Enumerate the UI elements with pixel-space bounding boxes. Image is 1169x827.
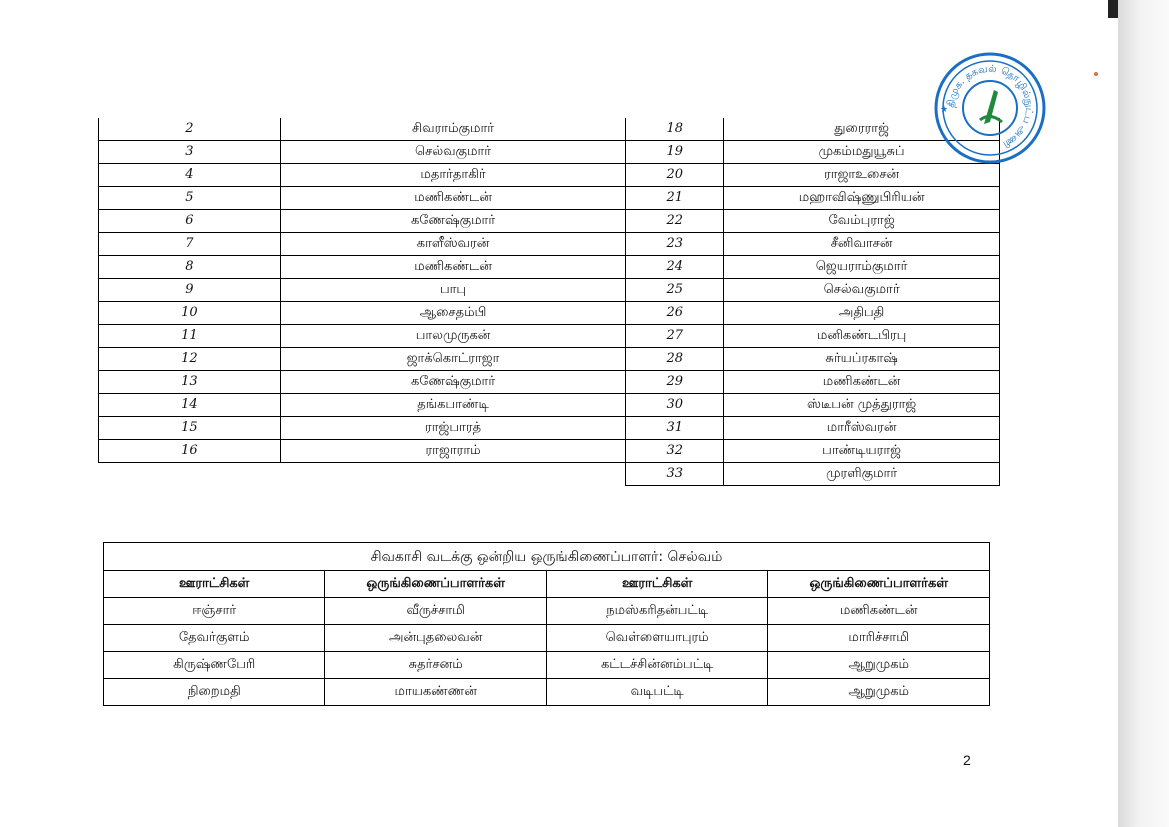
party-seal-stamp — [932, 50, 1048, 166]
village-name: நிறைமதி — [104, 679, 325, 706]
serial-number: 31 — [626, 417, 724, 440]
coordinator-name: ஆறுமுகம் — [768, 652, 990, 679]
serial-number: 21 — [626, 187, 724, 210]
member-name: மஹாவிஷ்ணுபிரியன் — [724, 187, 1000, 210]
coordinators-title-row — [104, 543, 990, 571]
member-name: சிவராம்குமார் — [280, 118, 626, 141]
serial-number: 4 — [99, 164, 281, 187]
serial-number: 24 — [626, 256, 724, 279]
member-row — [99, 302, 1000, 325]
member-name: பாபு — [280, 279, 626, 302]
village-name: தேவர்குளம் — [104, 625, 325, 652]
coordinator-name: சுதர்சனம் — [325, 652, 547, 679]
serial-number: 30 — [626, 394, 724, 417]
serial-number: 15 — [99, 417, 281, 440]
member-name: ஜாக்கொட்ராஜா — [280, 348, 626, 371]
member-row — [99, 371, 1000, 394]
member-name: கணேஷ்குமார் — [280, 371, 626, 394]
member-name: சீனிவாசன் — [724, 233, 1000, 256]
member-name: ராஜாராம் — [280, 440, 626, 463]
member-row — [99, 210, 1000, 233]
member-name: ஆசைதம்பி — [280, 302, 626, 325]
member-name: செல்வகுமார் — [280, 141, 626, 164]
serial-number: 19 — [626, 141, 724, 164]
serial-number — [99, 463, 281, 486]
member-row — [99, 417, 1000, 440]
member-name: கணேஷ்குமார் — [280, 210, 626, 233]
member-row — [99, 187, 1000, 210]
member-row — [99, 394, 1000, 417]
serial-number: 2 — [99, 118, 281, 141]
serial-number: 3 — [99, 141, 281, 164]
svg-text:★: ★ — [940, 105, 949, 115]
village-name: கிருஷ்ணபேரி — [104, 652, 325, 679]
coordinator-name: மாயகண்ணன் — [325, 679, 547, 706]
member-row — [99, 118, 1000, 141]
member-name: பாண்டியராஜ் — [724, 440, 1000, 463]
member-name: தங்கபாண்டி — [280, 394, 626, 417]
scan-edge — [1118, 0, 1169, 827]
member-name: பாலமுருகன் — [280, 325, 626, 348]
member-name: வேம்புராஜ் — [724, 210, 1000, 233]
coordinator-row — [104, 625, 990, 652]
coordinator-name: மணிகண்டன் — [768, 598, 990, 625]
member-name: ஸ்டீபன் முத்துராஜ் — [724, 394, 1000, 417]
header-village: ஊராட்சிகள் — [104, 571, 325, 598]
member-name: மதார்தாகிர் — [280, 164, 626, 187]
member-name: ராஜ்பாரத் — [280, 417, 626, 440]
member-row — [99, 164, 1000, 187]
coordinator-row — [104, 679, 990, 706]
header-village: ஊராட்சிகள் — [546, 571, 767, 598]
members-table — [98, 118, 1000, 486]
svg-text:திமுக. தகவல் தொழில்நுட்ப அணி: திமுக. தகவல் தொழில்நுட்ப அணி — [945, 63, 1035, 150]
serial-number: 5 — [99, 187, 281, 210]
serial-number: 20 — [626, 164, 724, 187]
member-row — [99, 463, 1000, 486]
serial-number: 22 — [626, 210, 724, 233]
serial-number: 8 — [99, 256, 281, 279]
serial-number: 32 — [626, 440, 724, 463]
coordinator-name: அன்புதலைவன் — [325, 625, 547, 652]
coordinators-title: சிவகாசி வடக்கு ஒன்றிய ஒருங்கிணைப்பாளர்: செல்வம் — [104, 543, 990, 571]
member-name: காளீஸ்வரன் — [280, 233, 626, 256]
serial-number: 29 — [626, 371, 724, 394]
village-name: வெள்ளையாபுரம் — [546, 625, 767, 652]
member-name: மணிகண்டன் — [724, 371, 1000, 394]
member-row — [99, 325, 1000, 348]
coordinator-name: வீருச்சாமி — [325, 598, 547, 625]
header-coordinator: ஒருங்கிணைப்பாளர்கள் — [325, 571, 547, 598]
scan-corner-mark — [1108, 0, 1118, 18]
coordinator-name: மாரிச்சாமி — [768, 625, 990, 652]
serial-number: 16 — [99, 440, 281, 463]
serial-number: 13 — [99, 371, 281, 394]
member-name: செல்வகுமார் — [724, 279, 1000, 302]
serial-number: 27 — [626, 325, 724, 348]
page-number: 2 — [963, 752, 971, 768]
coordinator-name: ஆறுமுகம் — [768, 679, 990, 706]
member-row — [99, 348, 1000, 371]
member-row — [99, 141, 1000, 164]
member-row — [99, 440, 1000, 463]
member-name: அதிபதி — [724, 302, 1000, 325]
coordinators-table — [103, 542, 990, 706]
serial-number: 18 — [626, 118, 724, 141]
serial-number: 11 — [99, 325, 281, 348]
ink-dot — [1094, 72, 1098, 76]
coordinators-header-row — [104, 571, 990, 598]
coordinator-row — [104, 652, 990, 679]
serial-number: 28 — [626, 348, 724, 371]
member-name: மாரீஸ்வரன் — [724, 417, 1000, 440]
serial-number: 9 — [99, 279, 281, 302]
member-name: சுர்யப்ரகாஷ் — [724, 348, 1000, 371]
member-row — [99, 233, 1000, 256]
village-name: நமஸ்கரிதன்பட்டி — [546, 598, 767, 625]
serial-number: 25 — [626, 279, 724, 302]
serial-number: 7 — [99, 233, 281, 256]
serial-number: 12 — [99, 348, 281, 371]
member-row — [99, 279, 1000, 302]
header-coordinator: ஒருங்கிணைப்பாளர்கள் — [768, 571, 990, 598]
serial-number: 26 — [626, 302, 724, 325]
member-name: மனிகண்டபிரபு — [724, 325, 1000, 348]
serial-number: 14 — [99, 394, 281, 417]
village-name: கட்டச்சின்னம்பட்டி — [546, 652, 767, 679]
member-name: ராஜாஉசைன் — [724, 164, 1000, 187]
member-name: மணிகண்டன் — [280, 256, 626, 279]
serial-number: 10 — [99, 302, 281, 325]
member-name: துரைராஜ் — [724, 118, 1000, 141]
village-name: ஈஞ்சார் — [104, 598, 325, 625]
member-name: ஜெயராம்குமார் — [724, 256, 1000, 279]
coordinator-row — [104, 598, 990, 625]
member-name — [280, 463, 626, 486]
serial-number: 33 — [626, 463, 724, 486]
member-name: மணிகண்டன் — [280, 187, 626, 210]
village-name: வடிபட்டி — [546, 679, 767, 706]
serial-number: 6 — [99, 210, 281, 233]
member-name: முகம்மதுயூசுப் — [724, 141, 1000, 164]
member-name: முரளிகுமார் — [724, 463, 1000, 486]
serial-number: 23 — [626, 233, 724, 256]
member-row — [99, 256, 1000, 279]
